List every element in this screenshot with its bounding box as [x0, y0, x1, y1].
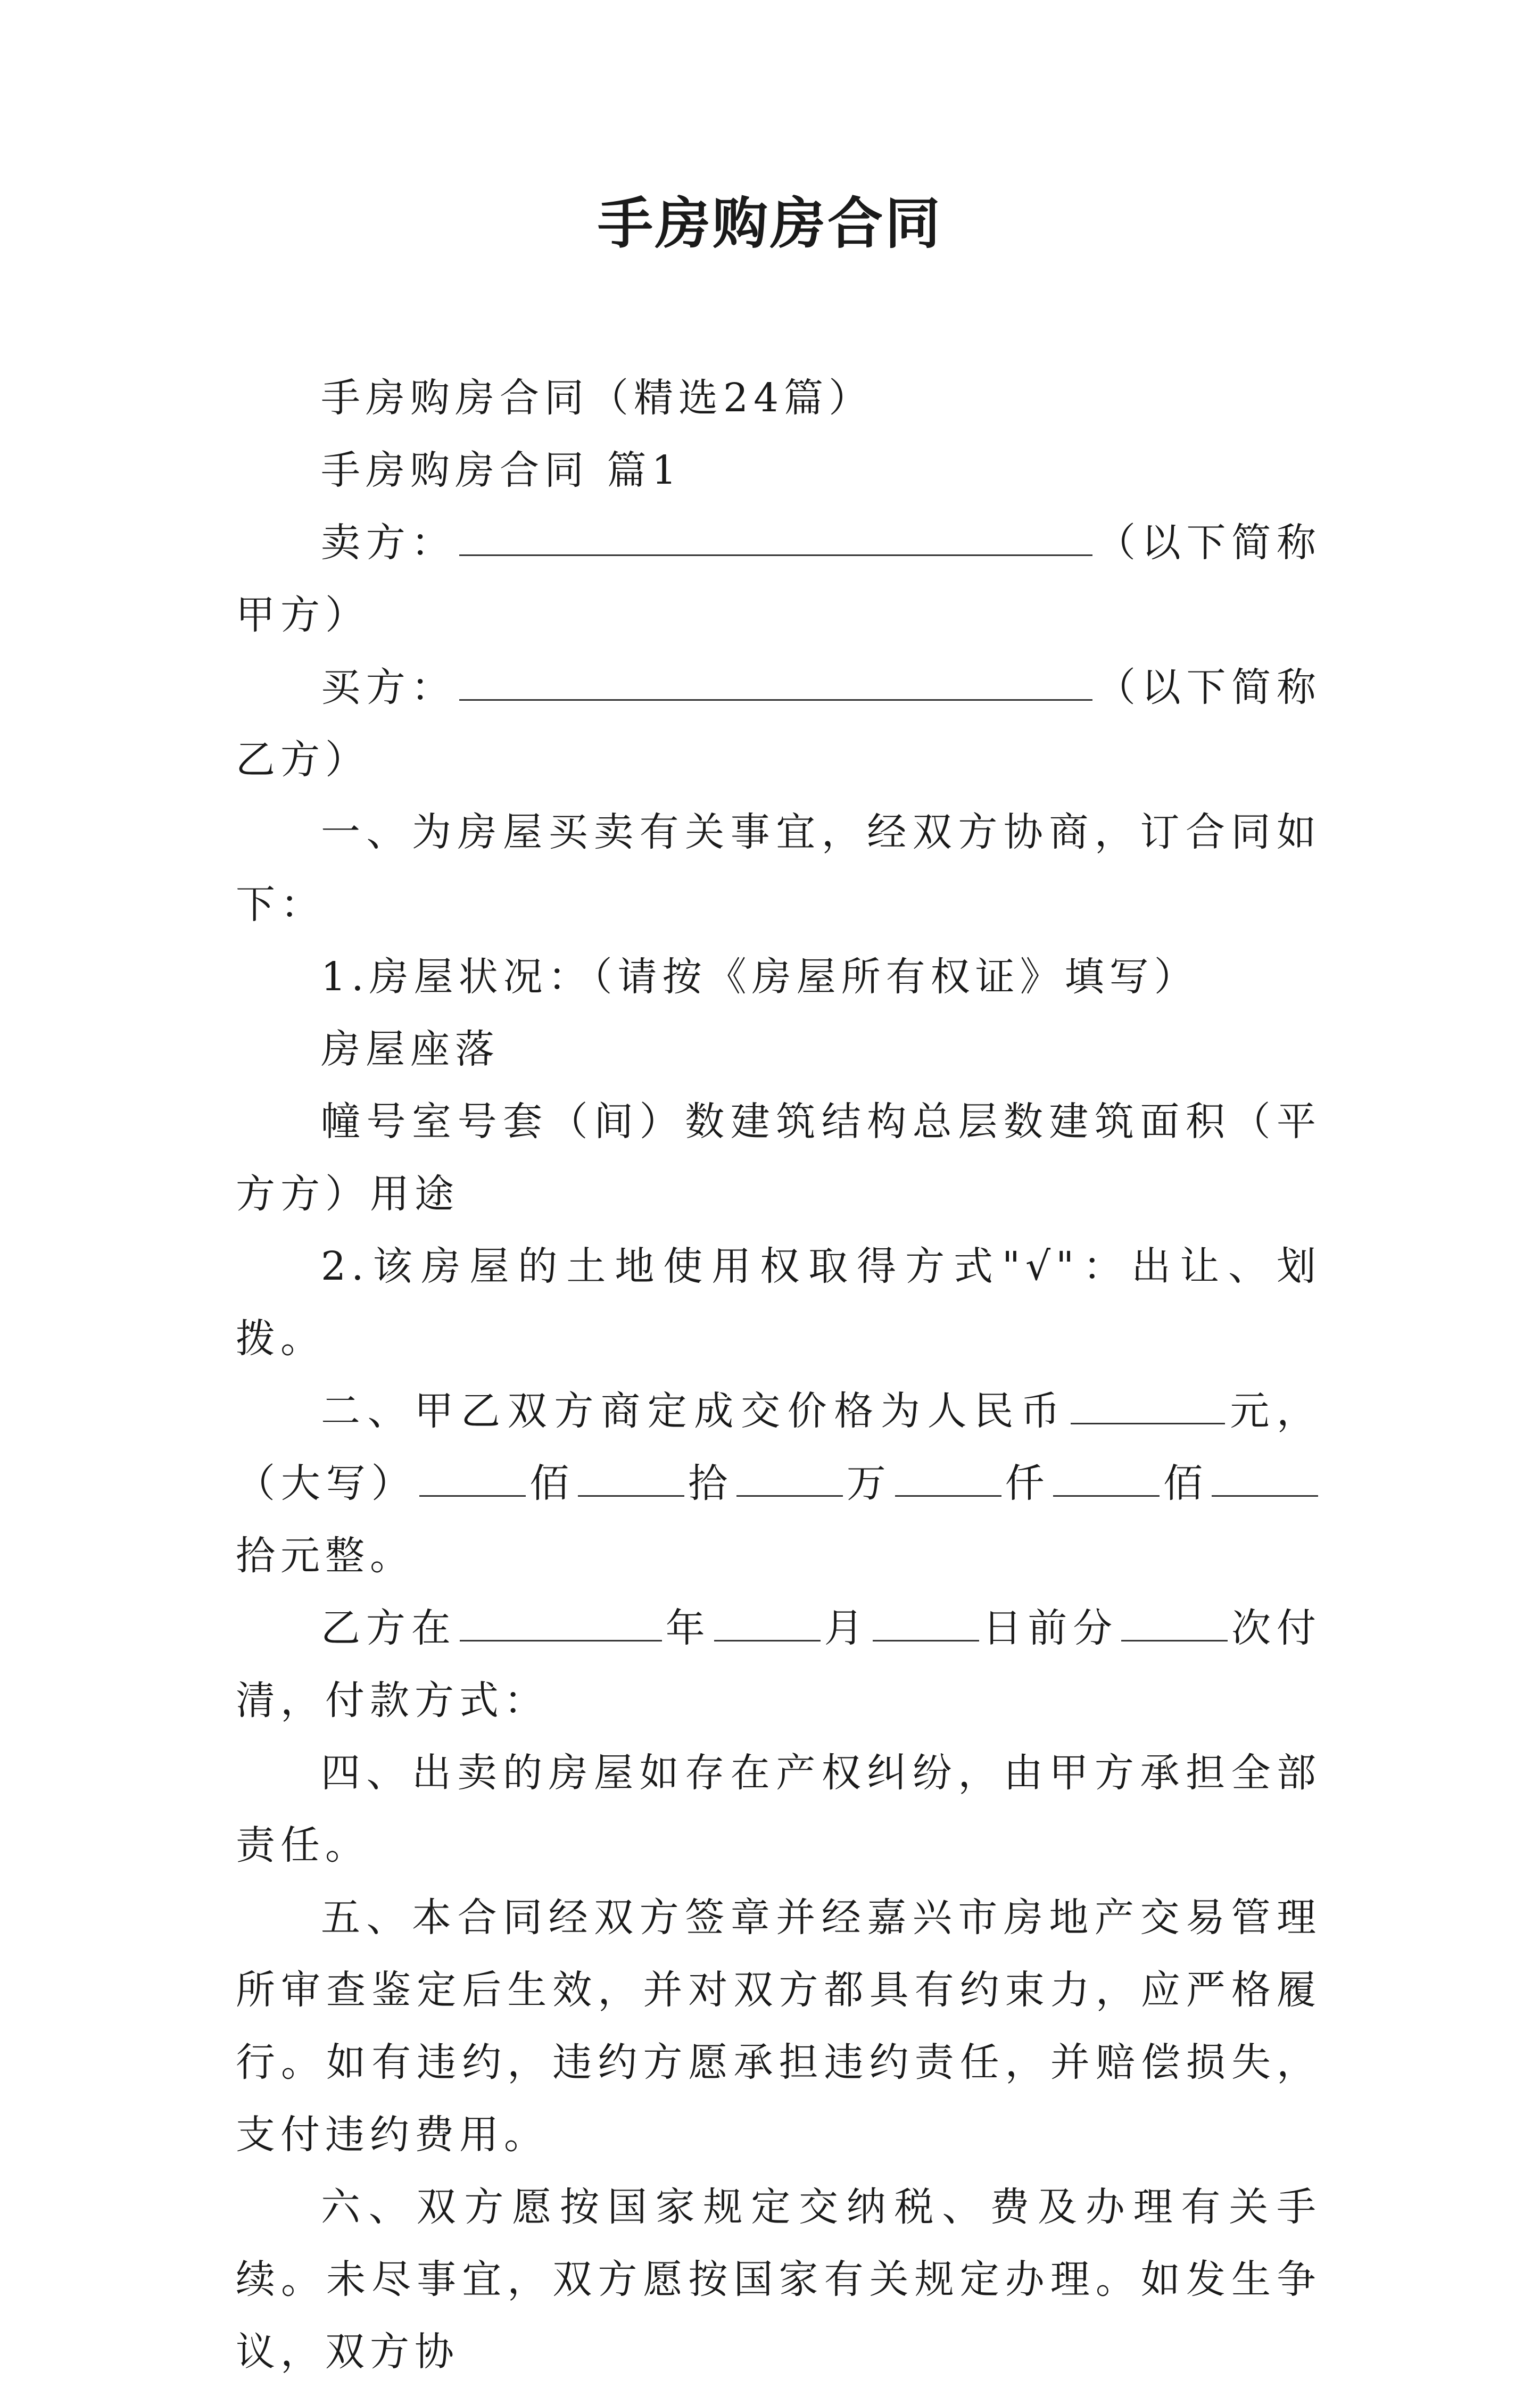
payment-day: 日前分 — [982, 1605, 1119, 1651]
price-unit-2: 拾 — [688, 1461, 733, 1506]
price-unit-6: 拾元整。 — [236, 1533, 415, 1579]
payment-times: 次付清，付款方式： — [236, 1605, 1322, 1723]
seller-suffix: （以下简称 — [1096, 520, 1321, 566]
seller-line — [236, 507, 1321, 651]
seller-label: 卖方： — [321, 520, 457, 566]
payment-blank-day — [873, 1607, 979, 1641]
clause-1-2: 2.该房屋的土地使用权取得方式"√"：出让、划拨。 — [236, 1243, 1321, 1362]
table-headers: 幢号室号套（间）数建筑结构总层数建筑面积（平方方）用途 — [236, 1099, 1321, 1217]
document-body — [236, 362, 1321, 2388]
payment-a: 乙方在 — [321, 1605, 457, 1651]
price-blank-6 — [1212, 1462, 1318, 1497]
buyer-suffix: （以下简称 — [1096, 665, 1321, 710]
subtitle: 手房购房合同（精选24篇） — [321, 375, 874, 421]
price-blank-2 — [578, 1462, 684, 1497]
clause-1: 一、为房屋买卖有关事宜，经双方协商，订合同如下： — [236, 809, 1321, 927]
clause-2-b: 元，（大写） — [236, 1388, 1322, 1506]
section-heading: 手房购房合同 篇1 — [321, 447, 682, 493]
payment-blank-times — [1121, 1607, 1228, 1641]
seller-suffix-2: 甲方） — [236, 592, 370, 638]
clause-2 — [236, 1375, 1321, 1592]
price-blank-3 — [736, 1462, 843, 1497]
location-label: 房屋座落 — [321, 1026, 500, 1072]
clause-6: 六、双方愿按国家规定交纳税、费及办理有关手续。未尽事宜，双方愿按国家有关规定办理。如发生争议，双方协 — [236, 2184, 1321, 2375]
buyer-suffix-2: 乙方） — [236, 737, 370, 783]
price-unit-4: 仟 — [1004, 1461, 1050, 1506]
buyer-blank — [459, 666, 1092, 701]
clause-1-1: 1.房屋状况：（请按《房屋所有权证》填写） — [321, 954, 1199, 1000]
price-blank — [1071, 1390, 1225, 1424]
clause-2-a: 二、甲乙双方商定成交价格为人民币 — [321, 1388, 1067, 1434]
clause-4: 四、出卖的房屋如存在产权纠纷，由甲方承担全部责任。 — [236, 1750, 1321, 1868]
payment-blank-year — [460, 1607, 662, 1641]
payment-month: 月 — [823, 1605, 870, 1651]
seller-blank — [459, 521, 1092, 556]
payment-year: 年 — [665, 1605, 711, 1651]
price-unit-3: 万 — [846, 1461, 892, 1506]
document-title: 手房购房合同 — [597, 190, 942, 256]
price-blank-4 — [895, 1462, 1001, 1497]
price-unit-1: 佰 — [529, 1461, 575, 1506]
price-blank-5 — [1053, 1462, 1160, 1497]
price-blank-1 — [419, 1462, 526, 1497]
payment-line — [236, 1592, 1321, 1737]
payment-blank-month — [714, 1607, 821, 1641]
buyer-label: 买方： — [321, 665, 457, 710]
price-unit-5: 佰 — [1163, 1461, 1209, 1506]
clause-5: 五、本合同经双方签章并经嘉兴市房地产交易管理所审查鉴定后生效，并对双方都具有约束力，应严格履行。如有违约，违约方愿承担违约责任，并赔偿损失，支付违约费用。 — [236, 1895, 1321, 2158]
buyer-line — [236, 651, 1321, 796]
